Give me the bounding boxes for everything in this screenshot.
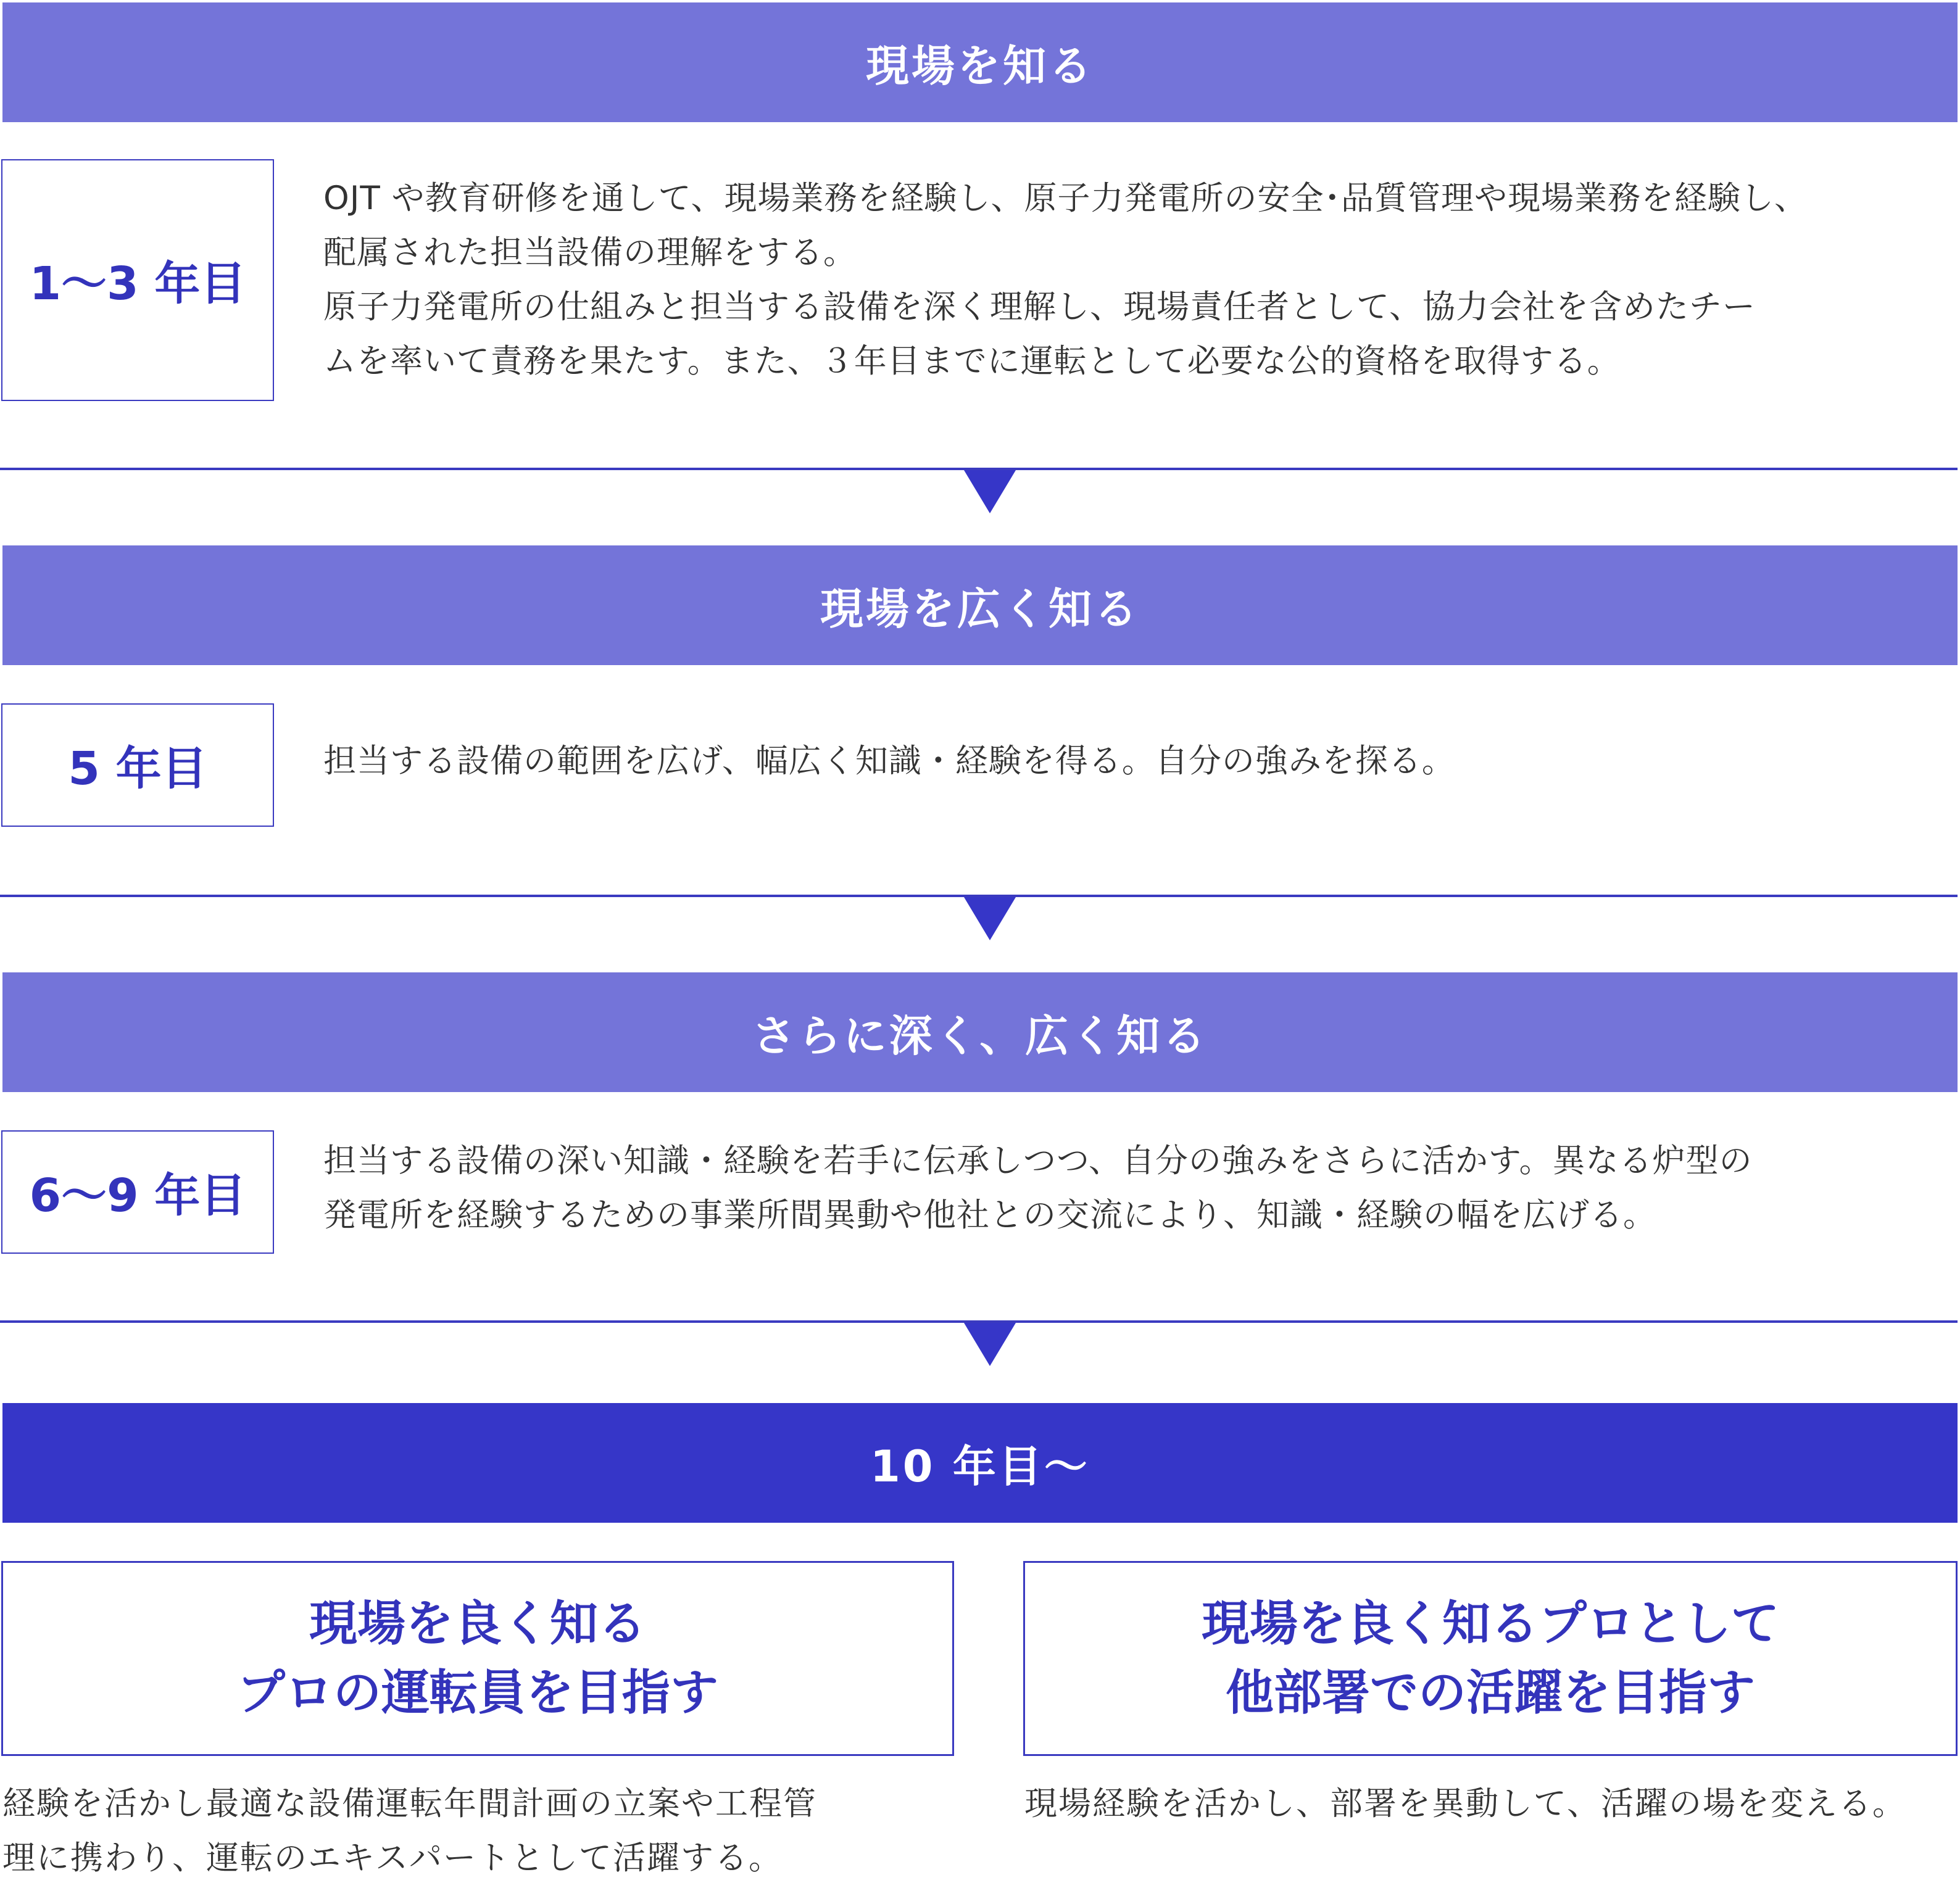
goal-heading-line: 現場を良く知る: [309, 1596, 646, 1652]
stage-2-year: 5 年目: [68, 742, 207, 795]
stage-3-line: 担当する設備の深い知識・経験を若手に伝承しつつ、自分の強みをさらに活かす。異なる炉型の: [323, 1142, 1753, 1180]
goal-box-operator: [1, 1561, 954, 1756]
goal-heading-line: プロの運転員を目指す: [236, 1665, 718, 1721]
goal-box-other-department: [1023, 1561, 1958, 1756]
stage-3-description: [323, 1134, 1953, 1243]
stage-1-year-box: [1, 159, 274, 401]
goal-heading-line: 他部署での活躍を目指す: [1225, 1665, 1755, 1721]
stage-1-line: OJT や教育研修を通して、現場業務を経験し、原子力発電所の安全･品質管理や現場業務を経験し、: [323, 180, 1808, 217]
stage-2-line: 担当する設備の範囲を広げ、幅広く知識・経験を得る。自分の強みを探る。: [323, 742, 1455, 780]
stage-1-line: 配属された担当設備の理解をする。: [323, 234, 857, 271]
goal-desc-line: 経験を活かし最適な設備運転年間計画の立案や工程管: [2, 1785, 817, 1823]
stage-3-title: さらに深く、広く知る: [752, 1010, 1208, 1061]
stage-2-year-box: [1, 703, 274, 827]
stage-1-title: 現場を知る: [866, 40, 1094, 91]
down-arrow-icon: [964, 897, 1016, 940]
stage-1-line: ムを率いて責務を果たす。また、３年目までに運転として必要な公的資格を取得する。: [323, 342, 1621, 380]
stage-3-year-box: [1, 1130, 274, 1254]
stage-3-header: [2, 972, 1958, 1092]
stage-2-description: [323, 734, 1953, 789]
stage-2-header: [2, 545, 1958, 665]
goal-description-operator: [2, 1777, 965, 1886]
final-stage-title: 10 年目〜: [870, 1441, 1090, 1492]
stage-1-line: 原子力発電所の仕組みと担当する設備を深く理解し、現場責任者として、協力会社を含めたチー: [323, 288, 1756, 326]
stage-3-year: 6〜9 年目: [29, 1169, 246, 1222]
stage-1-header: [2, 2, 1958, 122]
down-arrow-icon: [964, 1323, 1016, 1366]
goal-description-other-department: [1024, 1777, 1958, 1831]
goal-desc-line: 現場経験を活かし、部署を異動して、活躍の場を変える。: [1024, 1785, 1906, 1823]
stage-2-title: 現場を広く知る: [820, 583, 1140, 634]
stage-1-year: 1〜3 年目: [29, 257, 246, 310]
goal-heading-line: 現場を良く知るプロとして: [1201, 1596, 1779, 1652]
down-arrow-icon: [964, 470, 1016, 513]
stage-1-description: [323, 172, 1953, 389]
goal-desc-line: 理に携わり、運転のエキスパートとして活躍する。: [2, 1839, 783, 1877]
stage-3-line: 発電所を経験するための事業所間異動や他社との交流により、知識・経験の幅を広げる。: [323, 1196, 1656, 1234]
final-stage-header: [2, 1403, 1958, 1523]
